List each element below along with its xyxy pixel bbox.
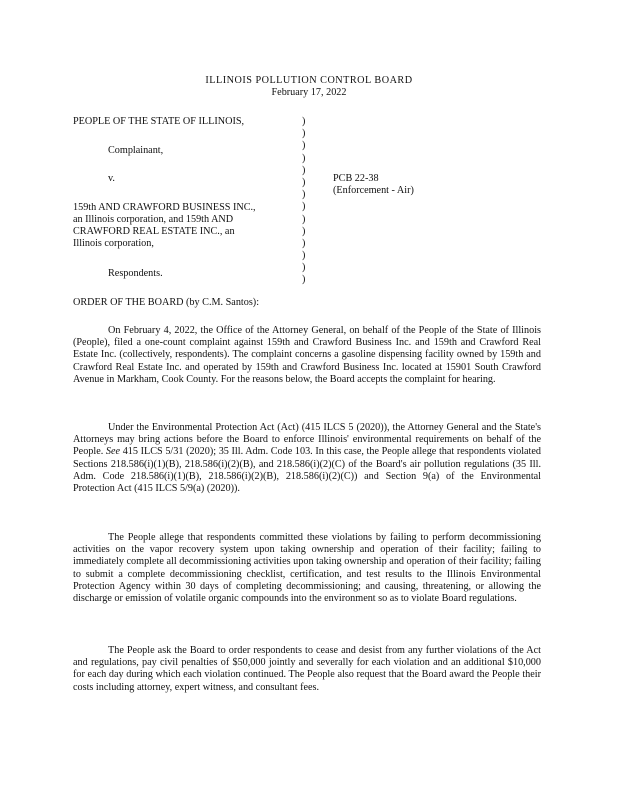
order-date: February 17, 2022 (271, 87, 347, 98)
paragraph-3: The People allege that respondents committed these violations by failing to perform decommissioning activities on the vapor recovery system upon taking ownership and operation of their facility; failing to immediately complete all decommissioning activities upon taking ownership and operation of their facility; failing to submit a complete decommissioning checklist, certification, and test results to the Illinois Environmental Protection Agency within 30 days of completing decommissioning; and causing, threatening, or allowing the discharge or emission of volatile organic compounds into the environment so as to violate Board regulations. (73, 532, 541, 605)
complainant-name: PEOPLE OF THE STATE OF ILLINOIS, (73, 116, 245, 127)
paragraph-4: The People ask the Board to order respondents to cease and desist from any further violations of the Act and regulations, pay civil penalties of $50,000 jointly and severally for each violation and an additional $10,000 for each day during which each violation continued. The People also request that the Board award the People their costs including attorney, expert witness, and consultant fees. (73, 645, 541, 693)
versus-label: v. (108, 173, 115, 184)
case-number: PCB 22-38 (333, 173, 379, 184)
paragraph-1: On February 4, 2022, the Office of the Attorney General, on behalf of the People of the State of Illinois (People), filed a one-count complaint against 159th and Crawford Business Inc. and 159th and Crawford Real Estate Inc. (collectively, respondents). The complaint concerns a gasoline dispensing facility owned by 159th and Crawford Real Estate Inc. and operated by 159th and Crawford Business Inc. located at 15901 South Crawford Avenue in Markham, Cook County. For the reasons below, the Board accepts the complaint for hearing. (73, 325, 541, 385)
case-type: (Enforcement - Air) (333, 185, 414, 196)
caption-parentheses: ) ) ) ) ) ) ) ) ) ) ) ) ) ) (302, 116, 306, 286)
complainant-label: Complainant, (108, 145, 164, 156)
paragraph-2: Under the Environmental Protection Act (Act) (415 ILCS 5 (2020)), the Attorney General and the State's Attorneys may bring actions before the Board to enforce Illinois' environmental requirements on behalf of the People. See 415 ILCS 5/31 (2020); 35 Ill. Adm. Code 103. In this case, the People allege that respondents violated Sections 218.586(i)(1)(B), 218.586(i)(2)(B), and 218.586(i)(2)(C) of the Board's air pollution regulations (35 Ill. Adm. Code 218.586(i)(1)(B), 218.586(i)(2)(B), 218.586(i)(2)(C)) and Section 9(a) of the Environmental Protection Act (415 ILCS 5/9(a) (2020)). (73, 422, 541, 495)
respondent-line-1: 159th AND CRAWFORD BUSINESS INC., (73, 202, 256, 213)
respondent-line-4: Illinois corporation, (73, 238, 154, 249)
agency-title: ILLINOIS POLLUTION CONTROL BOARD (205, 75, 413, 86)
respondent-line-2: an Illinois corporation, and 159th AND (73, 214, 234, 225)
respondent-line-3: CRAWFORD REAL ESTATE INC., an (73, 226, 235, 237)
respondents-label: Respondents. (108, 268, 163, 279)
order-heading: ORDER OF THE BOARD (by C.M. Santos): (73, 297, 260, 308)
